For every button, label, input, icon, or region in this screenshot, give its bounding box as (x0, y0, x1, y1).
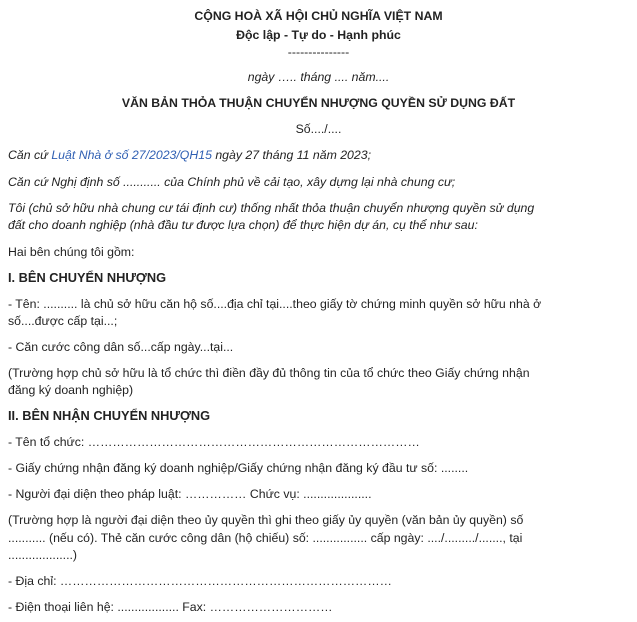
org-note-line-1: (Trường hợp chủ sở hữu là tổ chức thì điền đầy đủ thông tin của tổ chức theo Giấy chứng nhận (8, 366, 530, 380)
transferee-address: - Địa chỉ: ……………………………………………………………………… (8, 574, 392, 588)
housing-law-link[interactable]: Luật Nhà ở số 27/2023/QH15 (51, 148, 212, 162)
transferee-org-name: - Tên tổ chức: ……………………………………………………………………… (8, 435, 420, 449)
header-divider: --------------- (287, 45, 350, 59)
date-line: ngày ….. tháng .... năm.... (247, 70, 390, 84)
business-certificate: - Giấy chứng nhận đăng ký doanh nghiệp/Giấy chứng nhận đăng ký đầu tư số: ........ (8, 461, 469, 475)
document-number: Số..../.... (295, 122, 342, 136)
transferee-phone-fax: - Điện thoại liên hệ: .................. Fax: ………………………… (8, 600, 333, 614)
agreement-line-2: đất cho doanh nghiệp (nhà đầu tư được lựa chọn) để thực hiện dự án, cụ thể như sau: (8, 218, 478, 232)
parties-intro: Hai bên chúng tôi gồm: (8, 245, 135, 259)
basis-decree: Căn cứ Nghị định số ........... của Chính phủ về cải tạo, xây dựng lại nhà chung cư; (8, 175, 456, 189)
basis1-suffix: ngày 27 tháng 11 năm 2023; (211, 148, 371, 162)
transferor-name-line-1: - Tên: .......... là chủ sở hữu căn hộ số....địa chỉ tại....theo giấy tờ chứng minh quyền sở hữu nhà ở (8, 297, 542, 311)
nation-header: CỘNG HOÀ XÃ HỘI CHỦ NGHĨA VIỆT NAM (194, 9, 443, 23)
org-note-line-2: đăng ký doanh nghiệp) (8, 383, 134, 397)
basis1-prefix: Căn cứ (8, 148, 52, 162)
authorization-note-line-2: ........... (nếu có). Thẻ căn cước công dân (hộ chiếu) số: ................ cấp ngày: ..../........./......., tại (8, 531, 523, 545)
section-2-heading: II. BÊN NHẬN CHUYỂN NHƯỢNG (8, 408, 211, 423)
legal-representative: - Người đại diện theo pháp luật: …………… Chức vụ: .................... (8, 487, 372, 501)
authorization-note-line-3: ...................) (8, 548, 78, 562)
section-1-heading: I. BÊN CHUYỂN NHƯỢNG (8, 270, 167, 285)
document-title: VĂN BẢN THỎA THUẬN CHUYỂN NHƯỢNG QUYỀN SỬ DỤNG ĐẤT (121, 96, 516, 110)
basis-housing-law (8, 147, 371, 164)
motto: Độc lập - Tự do - Hạnh phúc (236, 28, 401, 42)
agreement-line-1: Tôi (chủ sở hữu nhà chung cư tái định cư) thống nhất thỏa thuận chuyển nhượng quyền sử dụng (8, 201, 535, 215)
transferor-id: - Căn cước công dân số...cấp ngày...tại... (8, 340, 234, 354)
transferor-name-line-2: số....được cấp tại...; (8, 314, 118, 328)
authorization-note-line-1: (Trường hợp là người đại diện theo ủy quyền thì ghi theo giấy ủy quyền (văn bản ủy quyền) số (8, 513, 524, 527)
